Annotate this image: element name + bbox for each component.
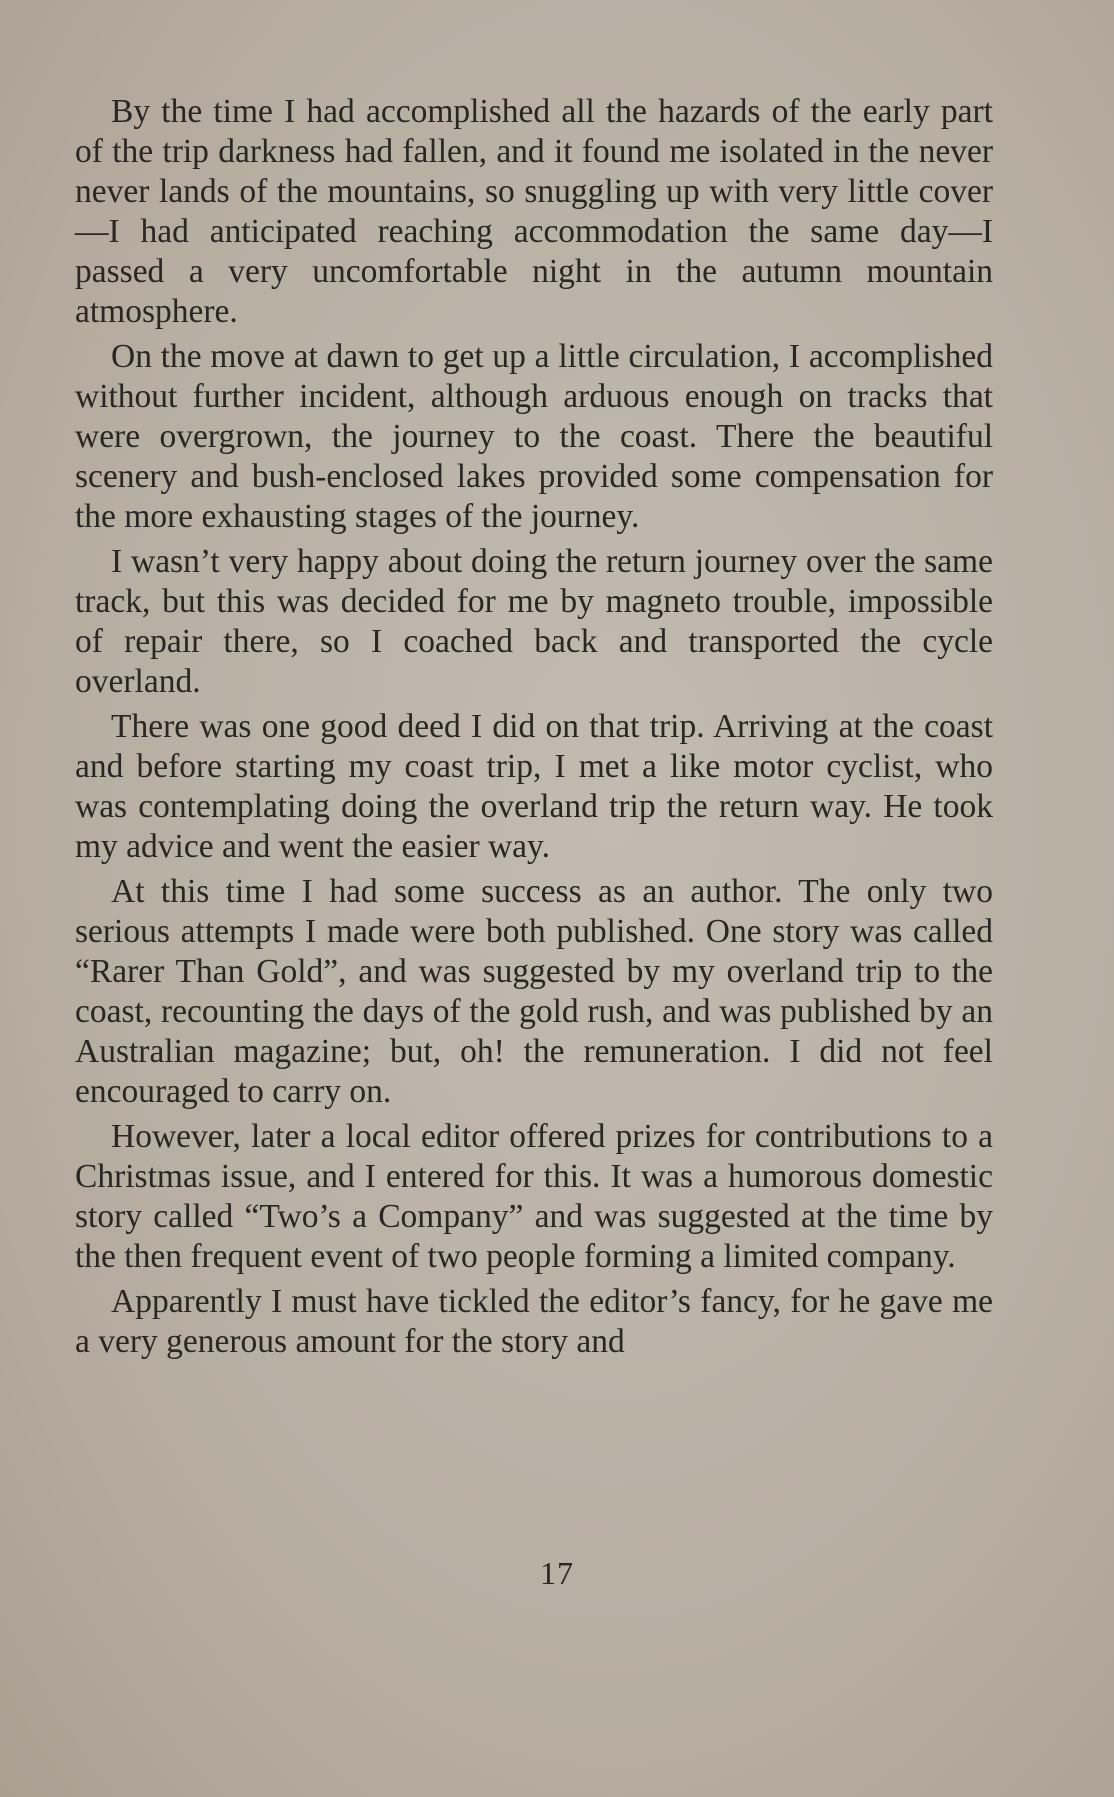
paragraph-5: At this time I had some success as an author. The only two serious attempts I made were both published. One story was called “Rarer Than Gold”, and was suggested by my overland trip to the coast, recounting the days of the gold rush, and was published by an Australian magazine; but, oh! the remuneration. I did not feel encouraged to carry on.: [75, 873, 993, 1110]
paragraph-3: I wasn’t very happy about doing the return journey over the same track, but this was decided for me by magneto trouble, impossible of repair there, so I coached back and transported the cycle overland.: [75, 543, 993, 700]
page-text: [75, 92, 993, 1367]
paragraph-6: However, later a local editor offered prizes for contributions to a Christmas issue, and I entered for this. It was a humorous domestic story called “Two’s a Company” and was suggested at the time by the then frequent event of two people forming a limited company.: [75, 1118, 993, 1275]
paragraph-4: There was one good deed I did on that trip. Arriving at the coast and before starting my coast trip, I met a like motor cyclist, who was contemplating doing the overland trip the return way. He took my advice and went the easier way.: [75, 708, 993, 865]
paragraph-2: On the move at dawn to get up a little circulation, I accomplished without further incident, although arduous enough on tracks that were overgrown, the journey to the coast. There the beautiful scenery and bush-enclosed lakes provided some compensation for the more exhausting stages of the journey.: [75, 338, 993, 535]
page-number: 17: [540, 1555, 574, 1591]
paragraph-7: Apparently I must have tickled the editor’s fancy, for he gave me a very generous amount for the story and: [75, 1283, 993, 1360]
paragraph-1: By the time I had accomplished all the hazards of the early part of the trip darkness had fallen, and it found me isolated in the never never lands of the mountains, so snuggling up with very little cover—I had anticipated reaching accommodation the same day—I passed a very uncomfortable night in the autumn mountain atmosphere.: [75, 93, 993, 330]
